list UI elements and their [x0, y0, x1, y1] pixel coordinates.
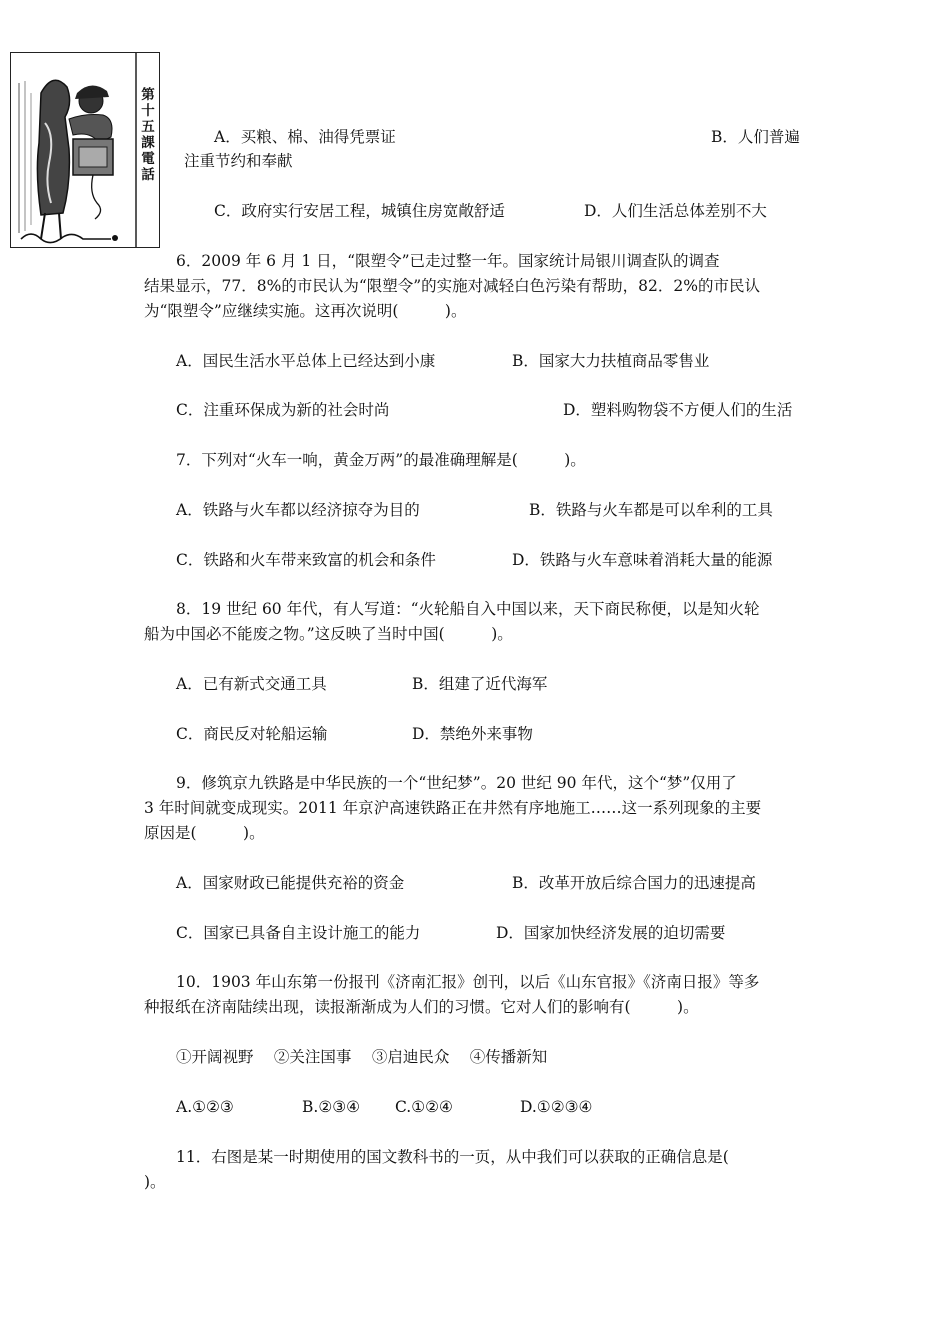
q9-option-b: B．改革开放后综合国力的迅速提高: [512, 874, 756, 892]
q5-option-c: C．政府实行安居工程，城镇住房宽敞舒适: [214, 202, 505, 220]
q11-stem-line2: )。: [144, 1173, 166, 1191]
q8-option-c: C．商民反对轮船运输: [176, 725, 328, 743]
title-char: 課: [141, 135, 155, 151]
q6-option-a: A．国民生活水平总体上已经达到小康: [176, 352, 436, 370]
title-char: 十: [141, 103, 155, 119]
q9-option-d: D．国家加快经济发展的迫切需要: [496, 924, 726, 942]
q6-option-b: B．国家大力扶植商品零售业: [512, 352, 710, 370]
q8-option-a: A．已有新式交通工具: [176, 675, 327, 693]
q11-stem-line1: 11．右图是某一时期使用的国文教科书的一页，从中我们可以获取的正确信息是(: [176, 1148, 729, 1166]
title-char: 五: [141, 119, 155, 135]
q9-option-c: C．国家已具备自主设计施工的能力: [176, 924, 421, 942]
q10-option-a: A.①②③: [176, 1098, 234, 1116]
title-char: 電: [141, 151, 155, 167]
q5-option-b-continued: 注重节约和奉献: [184, 152, 293, 170]
q10-option-b: B.②③④: [302, 1098, 361, 1116]
q6-option-d: D．塑料购物袋不方便人们的生活: [563, 401, 793, 419]
q9-stem-line2: 3 年时间就变成现实。2011 年京沪高速铁路正在井然有序地施工……这一系列现象的主要: [144, 799, 762, 817]
q10-stem-line2: 种报纸在济南陆续出现，读报渐渐成为人们的习惯。它对人们的影响有( )。: [144, 998, 699, 1016]
title-char: 第: [141, 87, 155, 103]
q10-stem-line1: 10．1903 年山东第一份报刊《济南汇报》创刊，以后《山东官报》《济南日报》等多: [176, 973, 760, 991]
q6-stem-line1: 6．2009 年 6 月 1 日，“限塑令”已走过整一年。国家统计局银川调查队的调查: [176, 252, 720, 270]
q8-stem-line1: 8．19 世纪 60 年代，有人写道：“火轮船自入中国以来，天下商民称便，以是知火轮: [176, 600, 760, 618]
lesson-vertical-title: [139, 87, 157, 183]
q9-option-a: A．国家财政已能提供充裕的资金: [176, 874, 405, 892]
q9-stem-line1: 9．修筑京九铁路是中华民族的一个“世纪梦”。20 世纪 90 年代，这个“梦”仅用了: [176, 774, 737, 792]
q8-option-d: D．禁绝外来事物: [412, 725, 533, 743]
q7-option-b: B．铁路与火车都是可以牟利的工具: [529, 501, 773, 519]
q7-option-d: D．铁路与火车意味着消耗大量的能源: [512, 551, 773, 569]
q6-option-c: C．注重环保成为新的社会时尚: [176, 401, 390, 419]
q7-option-a: A．铁路与火车都以经济掠夺为目的: [176, 501, 420, 519]
q10-statement-items: ①开阔视野 ②关注国事 ③启迪民众 ④传播新知: [176, 1048, 548, 1066]
q5-option-d: D．人们生活总体差别不大: [584, 202, 767, 220]
q7-option-c: C．铁路和火车带来致富的机会和条件: [176, 551, 436, 569]
textbook-illustration: [10, 52, 160, 248]
telephone-illustration-drawing: [11, 53, 137, 247]
q10-option-c: C.①②④: [395, 1098, 453, 1116]
title-char: 話: [141, 167, 155, 183]
q9-stem-line3: 原因是( )。: [144, 824, 265, 842]
q6-stem-line3: 为“限塑令”应继续实施。这再次说明( )。: [144, 302, 467, 320]
q5-option-b: B．人们普遍: [711, 128, 800, 146]
q5-option-a: A．买粮、棉、油得凭票证: [214, 128, 396, 146]
q6-stem-line2: 结果显示，77．8%的市民认为“限塑令”的实施对减轻白色污染有帮助，82．2%的市民认: [144, 277, 760, 295]
q7-stem: 7．下列对“火车一响，黄金万两”的最准确理解是( )。: [176, 451, 586, 469]
q10-option-d: D.①②③④: [520, 1098, 593, 1116]
q8-stem-line2: 船为中国必不能废之物。”这反映了当时中国( )。: [144, 625, 513, 643]
q8-option-b: B．组建了近代海军: [412, 675, 548, 693]
